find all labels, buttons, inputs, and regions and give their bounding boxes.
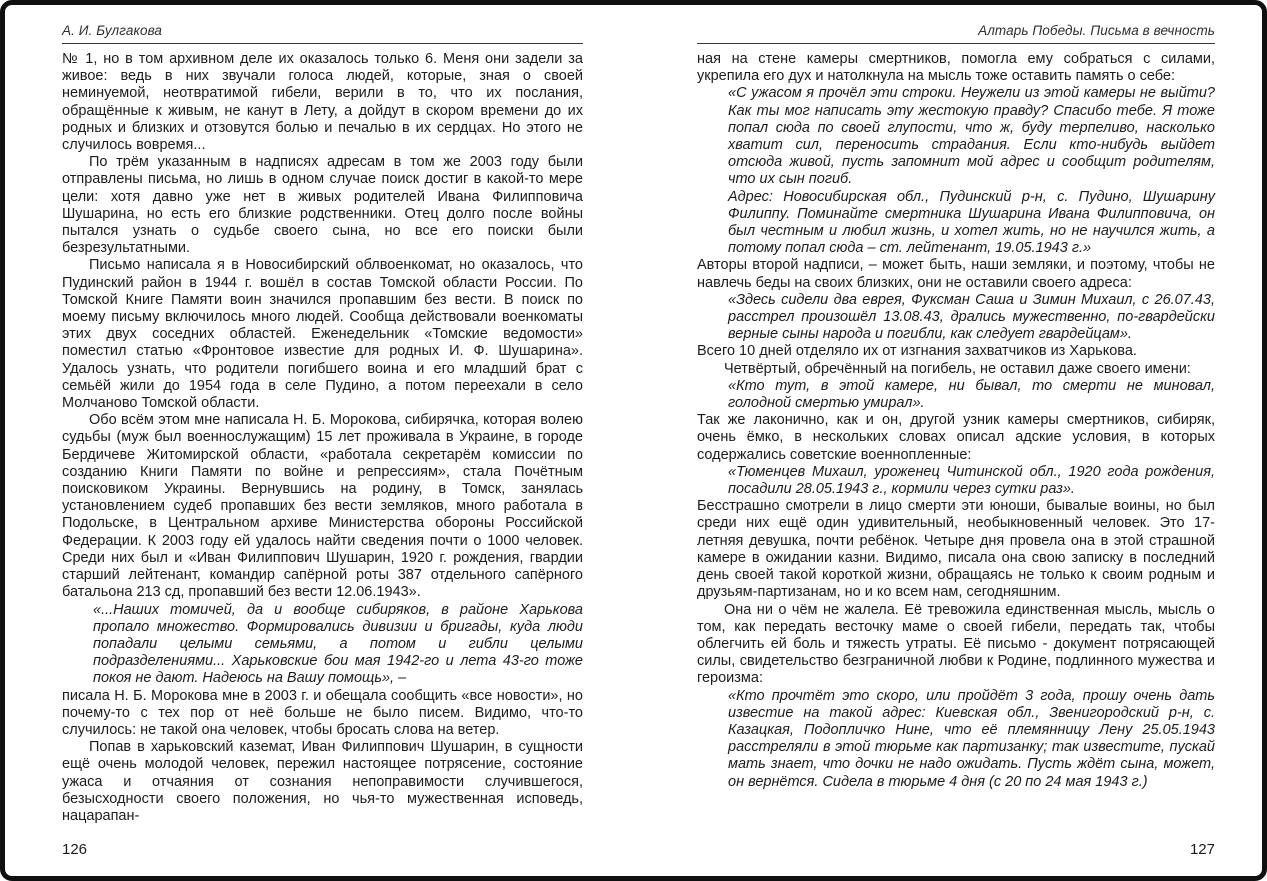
paragraph: «Кто тут, в этой камере, ни бывал, то смерти не миновал, голодной смертью умирал». — [728, 377, 1215, 412]
paragraph: Она ни о чём не жалела. Её тревожила единственная мысль, мысль о том, как передать весточку маме о своей гибели, передать так, чтобы облегчить ей боль и тяжесть утраты. Её письмо - документ потрясающей силы, свидетельство безграничной любви к Родине, подлинного мужества и героизма: — [697, 601, 1215, 687]
paragraph: № 1, но в том архивном деле их оказалось только 6. Меня они задели за живое: ведь в них звучали голоса людей, которые, зная о своей неминуемой, неотвратимой гибели, верили в то, что их послания, обращённые к живым, не канут в Лету, а дойдут в скором времени до их родных и близких и отзовутся болью и печалью в их сердцах. Но этого не случилось вовремя... — [62, 51, 583, 154]
paragraph: Так же лаконично, как и он, другой узник камеры смертников, сибиряк, очень ёмко, в нескольких словах описал адские условия, в которых содержались советские военнопленные: — [697, 412, 1215, 463]
paragraph: «С ужасом я прочёл эти строки. Неужели из этой камеры не выйти? Как ты мог написать эту жестокую правду? Спасибо тебе. Я тоже попал сюда по своей глупости, что ж, буду терпеливо, насколько хватит сил, переносить страдания. Если кто-нибудь выйдет отсюда живой, пусть запомнит мой адрес и сообщит родителям, что их сын погиб. — [728, 85, 1215, 188]
paragraph: ная на стене камеры смертников, помогла ему собраться с силами, укрепила его дух и натолкнула на мысль тоже оставить память о себе: — [697, 51, 1215, 85]
paragraph: «Здесь сидели два еврея, Фуксман Саша и Зимин Михаил, с 26.07.43, расстрел произошёл 13.08.43, дрались мужественно, по-гвардейски верные сыны народа и погибли, как следует гвардейцам». — [728, 291, 1215, 343]
paragraph: Письмо написала я в Новосибирский облвоенкомат, но оказалось, что Пудинский район в 1944 г. вошёл в состав Томской области России. По Томской Книге Памяти воин значился пропавшим без вести. В поиск по моему письму включилось много людей. Сообща действовали военкоматы этих двух соседних областей. Еженедельник «Томские ведомости» поместил статью «Фронтовое известие для родных И. Ф. Шушарина». Удалось узнать, что родители погибшего воина и его младший брат с семьёй жили до 1954 года в селе Пудино, а потом переехали в село Молчаново Томской области. — [62, 257, 583, 412]
page-number-left: 126 — [62, 841, 88, 858]
paragraph: Четвёртый, обречённый на погибель, не оставил даже своего имени: — [724, 360, 1191, 377]
paragraph: Адрес: Новосибирская обл., Пудинский р-н, с. Пудино, Шушарину Филиппу. Поминайте смертника Шушарина Ивана Филипповича, он был честным и любил жизнь, и хотел жить, но не научился жить, а потому попал сюда – ст. лейтенант, 19.05.1943 г.» — [728, 188, 1215, 257]
paragraph: «Кто прочтёт это скоро, или пройдёт 3 года, прошу очень дать известие на такой адрес: Киевская обл., Звенигородский р-н, с. Казацкая, Подопличко Нине, что её племянницу Лену 25.05.1943 расстреляли в этой тюрьме как партизанку; так известите, пускай мать знает, что дочки не надо ожидать. Пусть ждёт сына, может, он вернётся. Сидела в тюрьме 4 дня (с 20 по 24 мая 1943 г.) — [728, 687, 1215, 790]
paragraph: Авторы второй надписи, – может быть, наши земляки, и поэтому, чтобы не навлечь беды на своих близких, они не оставили своего адреса: — [697, 257, 1215, 291]
right-page-text — [697, 51, 1215, 791]
paragraph: «Тюменцев Михаил, уроженец Читинской обл., 1920 года рождения, посадили 28.05.1943 г., кормили через сутки раз». — [728, 463, 1215, 498]
left-page-text — [62, 51, 583, 825]
left-page — [62, 23, 583, 825]
paragraph: писала Н. Б. Морокова мне в 2003 г. и обещала сообщить «все новости», но почему-то с тех пор от неё больше не было писем. Видимо, что-то случилось: не такой она человек, чтобы бросать слова на ветер. — [62, 687, 583, 738]
paragraph: Всего 10 дней отделяло их от изгнания захватчиков из Харькова. — [697, 343, 1137, 360]
right-page — [697, 23, 1215, 791]
paragraph: Обо всём этом мне написала Н. Б. Морокова, сибирячка, которая волею судьбы (муж был военнослужащим) 15 лет проживала в Украине, в городе Бердичеве Житомирской области, «работала секретарём комиссии по созданию Книги Памяти по войне и репрессиям», стала Почётным поисковиком Украины. Вернувшись на родину, в Томск, занялась установлением судеб пропавших без вести земляков, много работала в Подольске, в Центральном архиве Министерства обороны Российской Федерации. К 2003 году ей удалось найти сведения почти о 1000 человек. Среди них был и «Иван Филиппович Шушарин, 1920 г. рождения, гвардии старший лейтенант, командир сапёрной роты 387 отдельного сапёрного батальона 213 сд, пропавший без вести 12.06.1943». — [62, 412, 583, 601]
page-number-right: 127 — [1189, 841, 1215, 858]
running-header-author: А. И. Булгакова — [62, 23, 583, 44]
paragraph: «...Наших томичей, да и вообще сибиряков, в районе Харькова пропало множество. Формировались дивизии и бригады, куда люди попадали целыми семьями, а потом и гибли целыми подразделениями... Харьковские бои мая 1942-го и лета 43-го тоже покоя не дают. Надеюсь на Вашу помощь», – — [93, 601, 583, 687]
paragraph: Попав в харьковский каземат, Иван Филиппович Шушарин, в сущности ещё очень молодой человек, пережил настоящее потрясение, состояние ужаса и отчаяния от сознания непоправимости случившегося, безысходности своего положения, но чья-то мужественная исповедь, нацарапан- — [62, 739, 583, 824]
running-header-book-title: Алтарь Победы. Письма в вечность — [697, 23, 1215, 44]
paragraph: Бесстрашно смотрели в лицо смерти эти юноши, бывалые воины, но был среди них ещё один удивительный, необыкновенный человек. Это 17-летняя девушка, почти ребёнок. Четыре дня провела она в этой страшной камере в ожидании казни. Видимо, писала она свою записку в последний день своей такой короткой жизни, обращаясь не только к своим родным и друзьям-партизанам, но и ко всем нам, сегодняшним. — [697, 498, 1215, 601]
paragraph: По трём указанным в надписях адресам в том же 2003 году были отправлены письма, но лишь в одном случае поиск достиг в какой-то мере цели: хотя давно уже нет в живых родителей Ивана Филипповича Шушарина, но есть его близкие родственники. Отец долго после войны пытался узнать о судьбе своего сына, но все его поиски были безрезультатными. — [62, 154, 583, 257]
